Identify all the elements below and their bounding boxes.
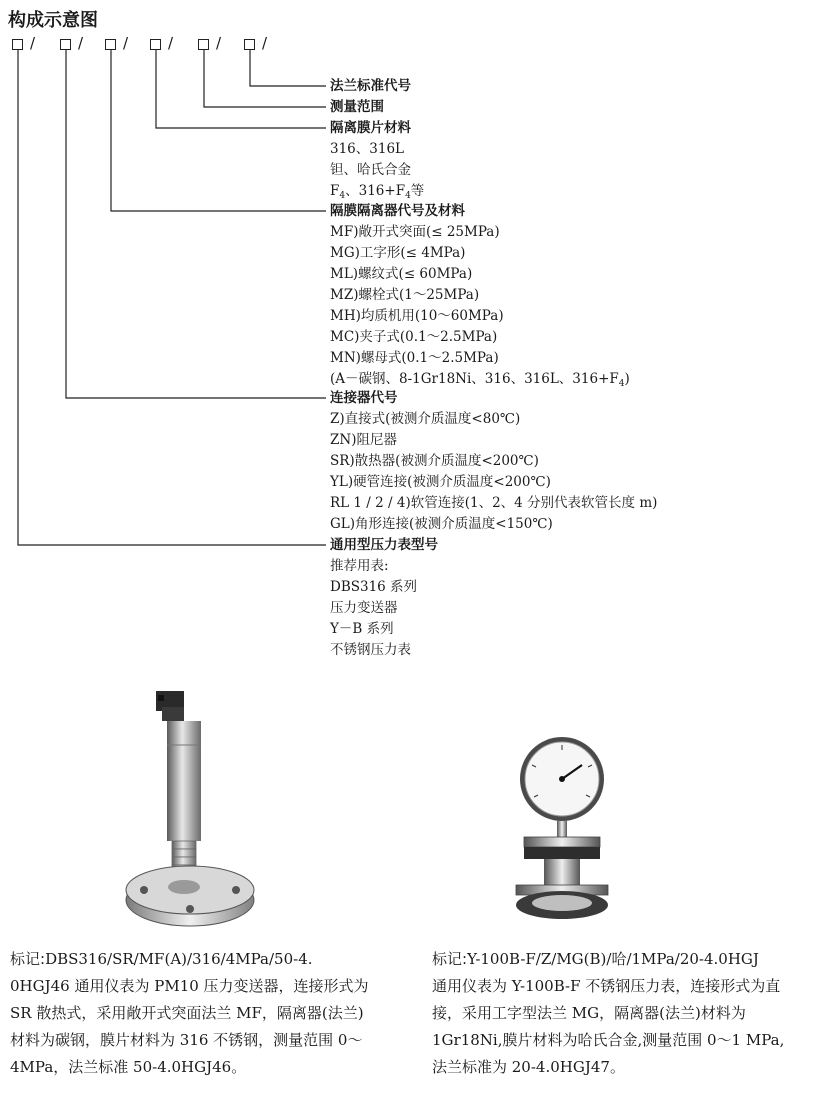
caption-left-line-5: 4MPa，法兰标准 50-4.0HGJ46。 [10,1058,247,1076]
leader-range [204,50,326,107]
connector-item: ZN)阻尼器 [330,432,397,448]
caption-left-line-3: SR 散热式，采用敞开式突面法兰 MF，隔离器(法兰) [10,1004,364,1022]
gauge-item: DBS316 系列 [330,579,418,595]
isolator-item: MH)均质机用(10～60MPa) [330,308,504,324]
head-connector: 连接器代号 [330,390,398,406]
page-title: 构成示意图 [8,10,98,31]
connector-item: RL 1 / 2 / 4)软管连接(1、2、4 分别代表软管长度 m) [330,495,658,511]
head-gauge-model: 通用型压力表型号 [330,537,438,553]
caption-left-line-1: 标记:DBS316/SR/MF(A)/316/4MPa/50-4. [10,950,313,968]
caption-left-line-4: 材料为碳钢，膜片材料为 316 不锈钢，测量范围 0～ [10,1031,363,1049]
slash-1: / [30,34,36,52]
connector-item: SR)散热器(被测介质温度<200℃) [330,453,539,469]
leader-flange-standard [250,50,326,86]
isolator-material: (A－碳钢、8-1Gr18Ni、316、316L、$316+F_4$) [330,371,630,389]
gauge-item: 压力变送器 [330,600,398,616]
caption-right [432,946,812,1081]
caption-right-line-3: 接，采用工字型法兰 MG，隔离器(法兰)材料为 [432,1004,746,1022]
caption-right-line-1: 标记:Y-100B-F/Z/MG(B)/哈/1MPa/20-4.0HGJ [432,950,759,968]
slash-3: / [123,34,129,52]
membrane-item: 钽、哈氏合金 [330,162,411,178]
gauge-item: Y－B 系列 [330,621,394,637]
gauge-item: 推荐用表: [330,558,389,574]
caption-left-line-2: 0HGJ46 通用仪表为 PM10 压力变送器，连接形式为 [10,977,369,995]
isolator-item: ML)螺纹式(≤ 60MPa) [330,266,473,282]
isolator-item: MN)螺母式(0.1～2.5MPa) [330,350,499,366]
membrane-item: 316、316L [330,141,404,157]
isolator-item: MZ)螺栓式(1～25MPa) [330,287,480,303]
slash-5: / [216,34,222,52]
caption-right-line-4: 1Gr18Ni,膜片材料为哈氏合金,测量范围 0～1 MPa, [432,1031,785,1049]
connector-item: YL)硬管连接(被测介质温度<200℃) [330,474,551,490]
caption-left [10,946,395,1081]
leader-connector [66,50,326,398]
connector-item: Z)直接式(被测介质温度<80℃) [330,411,521,427]
slash-2: / [78,34,84,52]
isolator-item: MG)工字形(≤ 4MPa) [330,245,466,261]
isolator-item: MC)夹子式(0.1～2.5MPa) [330,329,498,345]
head-isolator: 隔膜隔离器代号及材料 [330,203,465,219]
head-flange-standard: 法兰标准代号 [330,78,411,94]
gauge-item: 不锈钢压力表 [330,642,411,658]
head-range: 测量范围 [330,99,384,115]
slash-4: / [168,34,174,52]
leader-membrane [156,50,326,128]
pressure-gauge-image [508,735,628,935]
caption-right-line-2: 通用仪表为 Y-100B-F 不锈钢压力表，连接形式为直 [432,977,781,995]
pressure-transmitter-image [118,685,278,935]
membrane-item-f4: $F_4$、$316+F_4$等 [330,183,425,201]
leader-gauge [18,50,326,545]
caption-right-line-5: 法兰标准为 20-4.0HGJ47。 [432,1058,625,1076]
slash-6: / [262,34,268,52]
leader-isolator [111,50,326,211]
connector-item: GL)角形连接(被测介质温度<150℃) [330,516,553,532]
head-membrane: 隔离膜片材料 [330,120,411,136]
isolator-item: MF)敞开式突面(≤ 25MPa) [330,224,500,240]
